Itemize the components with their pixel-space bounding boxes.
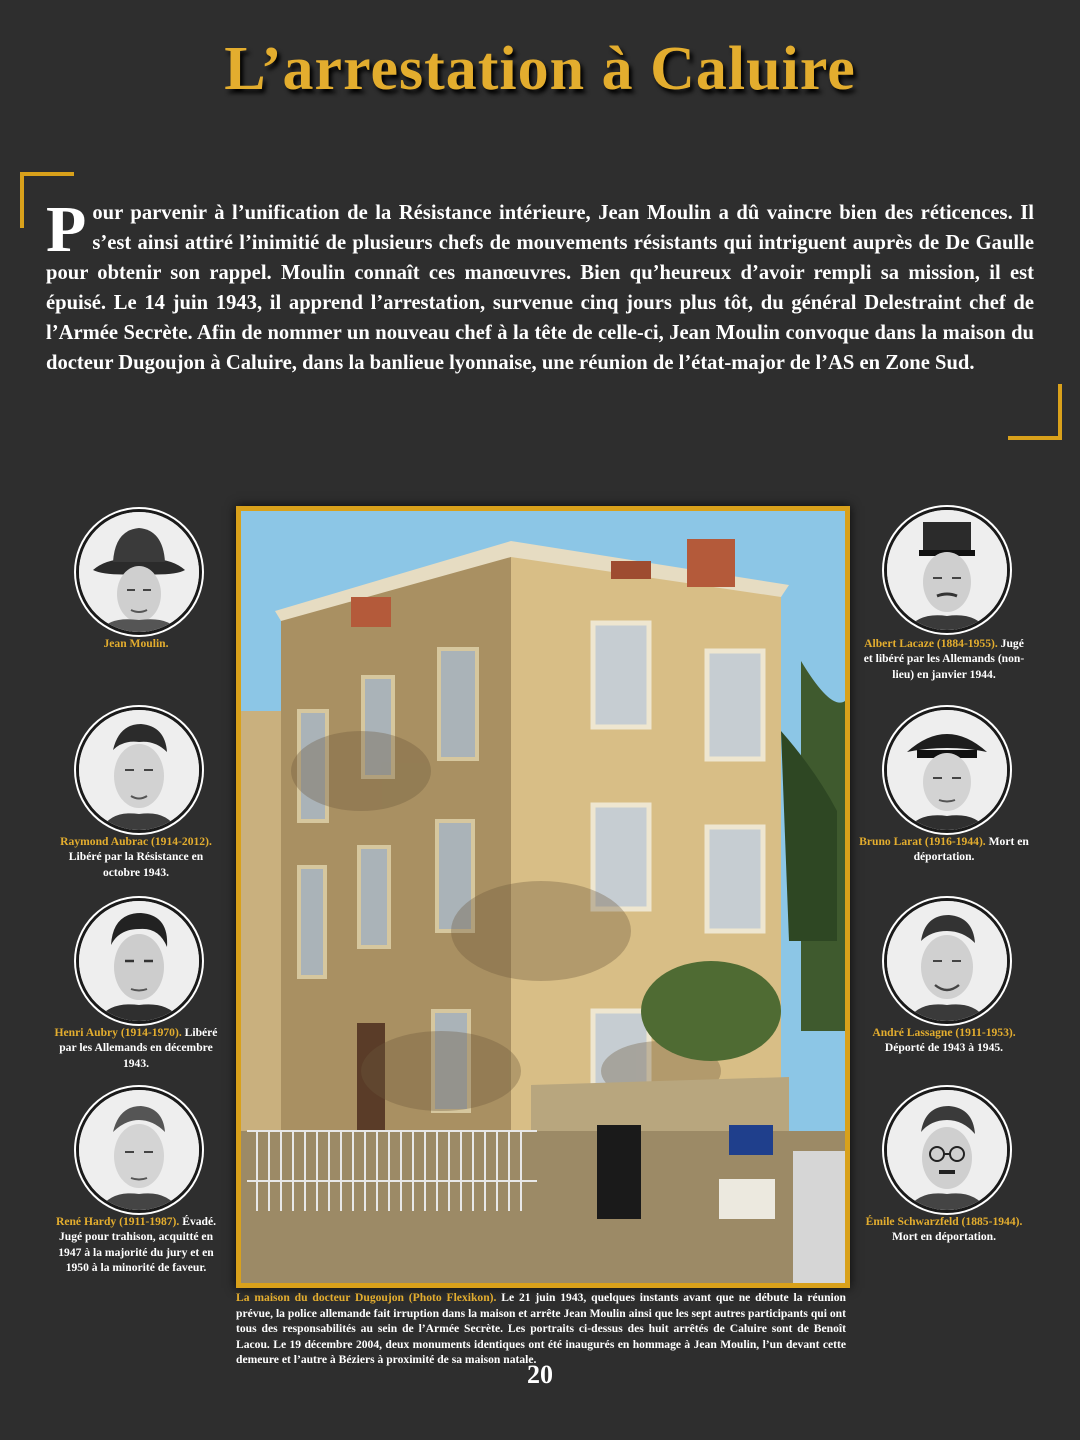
- caption-rene-hardy: [51, 1214, 221, 1276]
- portrait-note: Libéré par les Allemands en décembre 1943.: [59, 1026, 218, 1070]
- portrait-raymond-aubrac: [76, 707, 202, 833]
- portrait-name: Albert Lacaze (1884-1955).: [864, 637, 998, 650]
- house-photo: [236, 506, 850, 1288]
- portrait-andre-lassagne: [884, 898, 1010, 1024]
- portrait-name: André Lassagne (1911-1953).: [872, 1026, 1016, 1039]
- portrait-jean-moulin: [76, 509, 202, 635]
- caption-bruno-larat: [859, 834, 1029, 865]
- portrait-name: René Hardy (1911-1987).: [55, 1215, 180, 1228]
- intro-paragraph: [46, 193, 1034, 378]
- portrait-name: Raymond Aubrac (1914-2012).: [60, 835, 212, 848]
- photo-caption: [236, 1290, 846, 1368]
- portrait-rene-hardy: [76, 1087, 202, 1213]
- photo-caption-text: Le 21 juin 1943, quelques instants avant que ne débute la réunion prévue, la police allemande fait irruption dans la maison et arrête Jean Moulin ainsi que les sept autres participants qui ont tous des responsabilités au sein de l’Armée Secrète. Les portraits ci-dessus des huit arrêtés de Caluire sont de Benoît Lacou. Le 19 décembre 2004, deux monuments identiques ont été inaugurés en hommage à Jean Moulin, l’un devant cette demeure et l’autre à Béziers à proximité de sa maison natale.: [236, 1291, 847, 1367]
- page-number: 20: [527, 1360, 553, 1389]
- portrait-note: Mort en déportation.: [891, 1230, 996, 1244]
- caption-albert-lacaze: [859, 636, 1029, 682]
- portrait-name: Émile Schwarzfeld (1885-1944).: [865, 1215, 1023, 1228]
- portrait-name: Jean Moulin.: [103, 637, 169, 650]
- portrait-bruno-larat: [884, 707, 1010, 833]
- portrait-note: Jugé et libéré par les Allemands (non-lieu) en janvier 1944.: [863, 637, 1025, 681]
- intro-text: our parvenir à l’unification de la Résistance intérieure, Jean Moulin a dû vaincre bien des réticences. Il s’est ainsi attiré l’inimitié de plusieurs chefs de mouvements résistants qui intriguent auprès de De Gaulle pour obtenir son rappel. Moulin connaît ces manœuvres. Bien qu’heureux d’avoir rempli sa mission, il est épuisé. Le 14 juin 1943, il apprend l’arrestation, survenue cinq jours plus tôt, du général Delestraint chef de l’Armée Secrète. Afin de nommer un nouveau chef à la tête de celle-ci, Jean Moulin convoque dans la maison du docteur Dugoujon à Caluire, dans la banlieue lyonnaise, une réunion de l’état-major de l’AS en Zone Sud.: [46, 202, 1034, 374]
- caption-emile-schwarzfeld: [859, 1214, 1029, 1245]
- corner-bracket-bottom-right: [1008, 384, 1062, 440]
- caption-jean-moulin: [51, 636, 221, 651]
- caption-andre-lassagne: [859, 1025, 1029, 1056]
- page-title: L’arrestation à Caluire: [224, 35, 856, 103]
- portrait-henri-aubry: [76, 898, 202, 1024]
- portrait-name: Henri Aubry (1914-1970).: [54, 1026, 182, 1039]
- photo-caption-title: La maison du docteur Dugoujon (Photo Flexikon).: [236, 1291, 497, 1304]
- portrait-name: Bruno Larat (1916-1944).: [859, 835, 986, 848]
- caption-henri-aubry: [51, 1025, 221, 1071]
- portrait-note: Mort en déportation.: [913, 835, 1029, 864]
- portrait-note: Libéré par la Résistance en octobre 1943.: [68, 850, 204, 879]
- portrait-note: Déporté de 1943 à 1945.: [884, 1041, 1004, 1055]
- drop-cap: P: [46, 193, 87, 266]
- caption-raymond-aubrac: [51, 834, 221, 880]
- portrait-note: Évadé. Jugé pour trahison, acquitté en 1947 à la majorité du jury et en 1950 à la minorité de faveur.: [58, 1215, 217, 1275]
- portrait-emile-schwarzfeld: [884, 1087, 1010, 1213]
- portrait-albert-lacaze: [884, 507, 1010, 633]
